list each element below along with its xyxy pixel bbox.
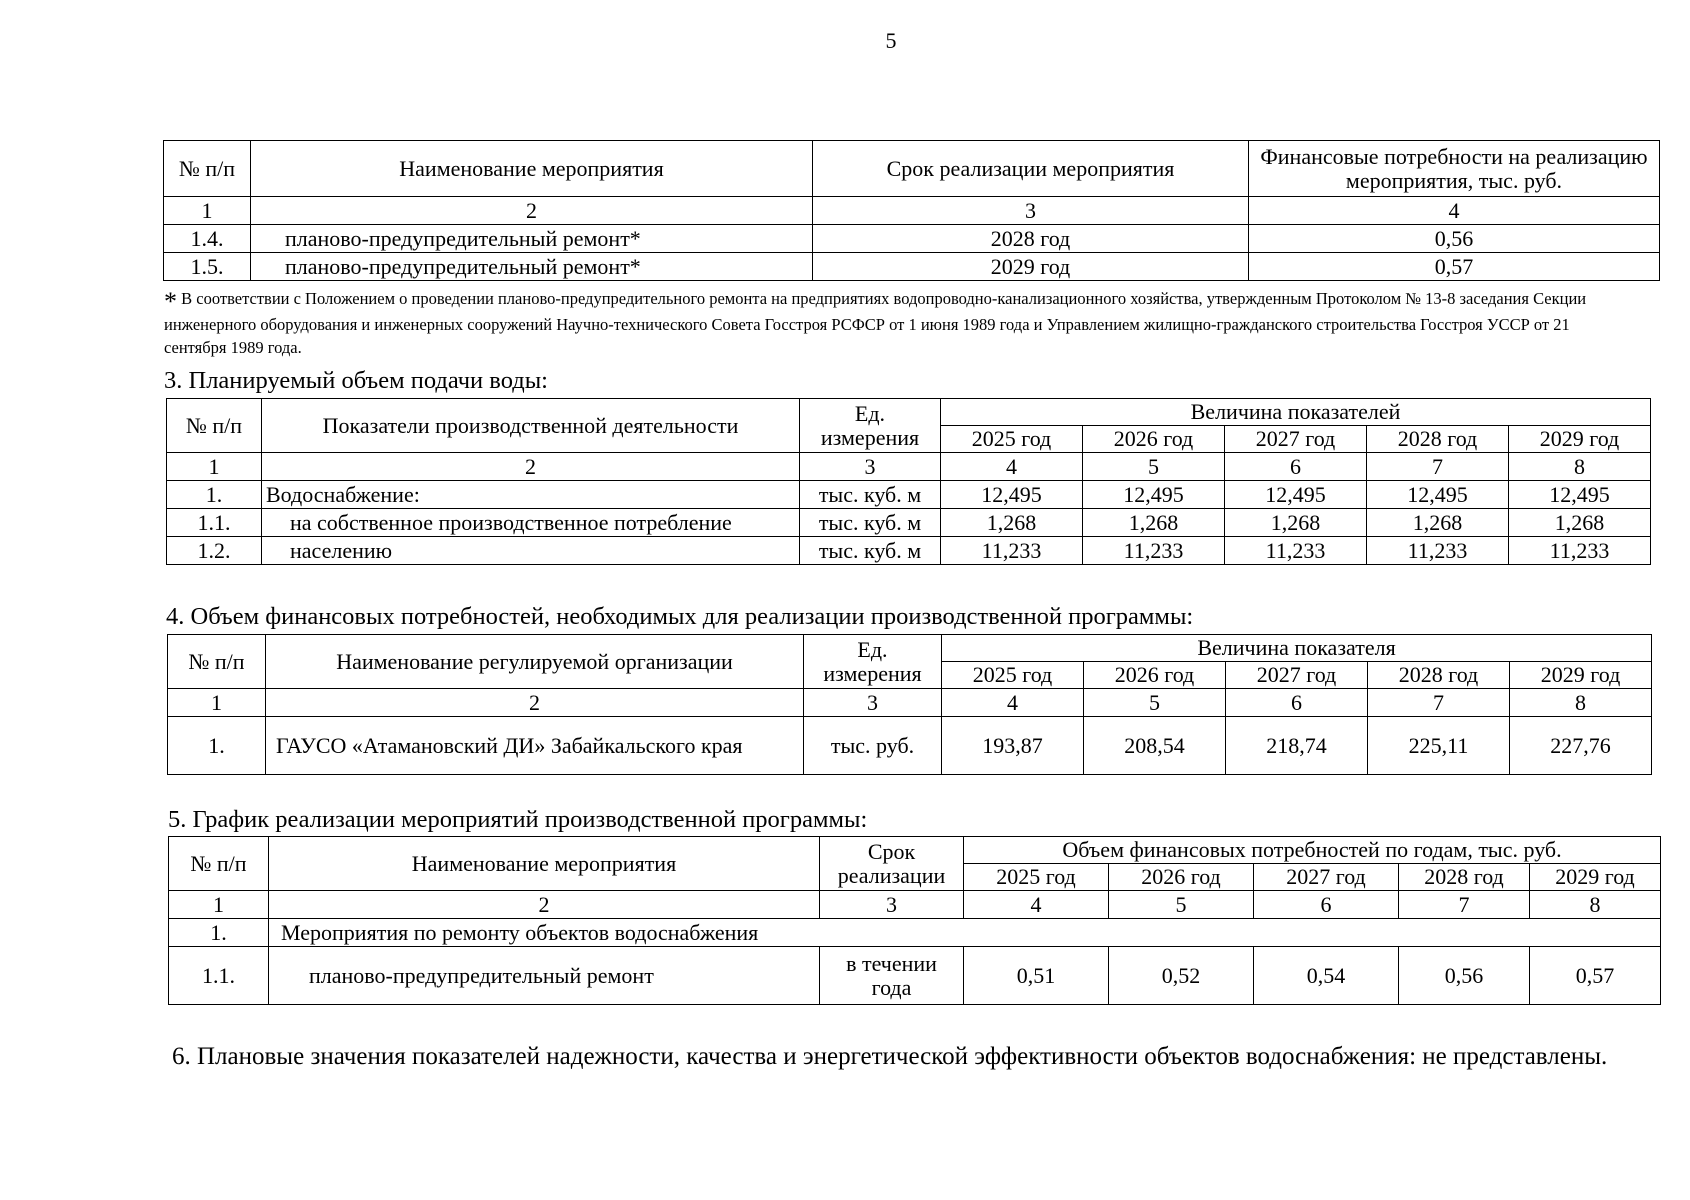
row-value: 227,76: [1510, 717, 1652, 775]
row-name: планово-предупредительный ремонт: [269, 947, 820, 1005]
table-row: [167, 481, 1651, 509]
header-num: № п/п: [164, 141, 251, 197]
table-row: [167, 537, 1651, 565]
page-number: 5: [885, 28, 897, 53]
header-group: Объем финансовых потребностей по годам, тыс. руб.: [964, 837, 1661, 864]
row-num: 1.5.: [164, 253, 251, 281]
header-year: 2026 год: [1084, 662, 1226, 689]
table-row: [164, 225, 1660, 253]
row-value: 12,495: [1509, 481, 1651, 509]
header-year: 2025 год: [964, 864, 1109, 891]
row-value: 11,233: [1083, 537, 1225, 565]
row-value: 12,495: [1083, 481, 1225, 509]
col-number: 1: [168, 689, 266, 717]
header-num: № п/п: [169, 837, 269, 891]
row-name: планово-предупредительный ремонт*: [251, 253, 813, 281]
col-number: 3: [813, 197, 1249, 225]
header-group: Величина показателя: [942, 635, 1652, 662]
row-num: 1.1.: [167, 509, 262, 537]
row-term: в течении года: [820, 947, 964, 1005]
col-number: 6: [1225, 453, 1367, 481]
row-value: 1,268: [1367, 509, 1509, 537]
col-number: 1: [169, 891, 269, 919]
row-num: 1.: [169, 919, 269, 947]
header-year: 2026 год: [1083, 426, 1225, 453]
row-value: 1,268: [1225, 509, 1367, 537]
header-year: 2029 год: [1509, 426, 1651, 453]
col-number: 3: [820, 891, 964, 919]
row-value: 11,233: [1367, 537, 1509, 565]
col-number: 2: [269, 891, 820, 919]
row-unit: тыс. руб.: [804, 717, 942, 775]
row-value: 218,74: [1226, 717, 1368, 775]
header-year: 2029 год: [1530, 864, 1661, 891]
table-financial-needs: [167, 634, 1652, 775]
col-number: 5: [1084, 689, 1226, 717]
row-num: 1.2.: [167, 537, 262, 565]
table-water-supply: [166, 398, 1651, 565]
row-value: 208,54: [1084, 717, 1226, 775]
row-value: 0,52: [1109, 947, 1254, 1005]
header-year: 2028 год: [1368, 662, 1510, 689]
header-year: 2027 год: [1254, 864, 1399, 891]
table-row: [164, 253, 1660, 281]
row-name: Мероприятия по ремонту объектов водоснабжения: [269, 919, 1661, 947]
col-number: 8: [1509, 453, 1651, 481]
row-name: населению: [262, 537, 800, 565]
header-name: Наименование регулируемой организации: [266, 635, 804, 689]
header-group: Величина показателей: [941, 399, 1651, 426]
col-number: 7: [1367, 453, 1509, 481]
col-number: 5: [1083, 453, 1225, 481]
row-value: 11,233: [1509, 537, 1651, 565]
header-name: Наименование мероприятия: [269, 837, 820, 891]
col-number: 2: [251, 197, 813, 225]
row-unit: тыс. куб. м: [800, 481, 941, 509]
row-value: 11,233: [941, 537, 1083, 565]
footnote-text: В соответствии с Положением о проведении планово-предупредительного ремонта на предприятиях водопроводно-канализационного хозяйства, утвержденным Протоколом № 13-8 заседания Секции инженерного оборудования и инженерных сооружений Научно-технического Совета Госстроя РСФСР от 1 июня 1989 года и Управлением жилищно-гражданского строительства Госстроя УССР от 21 сентября 1989 года.: [164, 289, 1587, 357]
row-value: 1,268: [941, 509, 1083, 537]
col-number: 3: [804, 689, 942, 717]
header-year: 2027 год: [1226, 662, 1368, 689]
col-number: 2: [262, 453, 800, 481]
col-number: 7: [1368, 689, 1510, 717]
row-value: 12,495: [1367, 481, 1509, 509]
row-unit: тыс. куб. м: [800, 537, 941, 565]
header-num: № п/п: [168, 635, 266, 689]
row-value: 193,87: [942, 717, 1084, 775]
table-row: [167, 509, 1651, 537]
row-value: 0,57: [1249, 253, 1660, 281]
footnote: [164, 287, 1629, 359]
header-year: 2025 год: [941, 426, 1083, 453]
col-number: 5: [1109, 891, 1254, 919]
col-number: 8: [1530, 891, 1661, 919]
header-num: № п/п: [167, 399, 262, 453]
col-number: 3: [800, 453, 941, 481]
col-number: 1: [164, 197, 251, 225]
row-value: 12,495: [941, 481, 1083, 509]
row-value: 0,51: [964, 947, 1109, 1005]
col-number: 4: [942, 689, 1084, 717]
header-year: 2026 год: [1109, 864, 1254, 891]
section4-title: 4. Объем финансовых потребностей, необходимых для реализации производственной программы:: [166, 603, 1194, 630]
row-value: 0,56: [1249, 225, 1660, 253]
table-group-row: [169, 919, 1661, 947]
header-year: 2028 год: [1367, 426, 1509, 453]
row-value: 1,268: [1509, 509, 1651, 537]
row-num: 1.4.: [164, 225, 251, 253]
col-number: 6: [1226, 689, 1368, 717]
header-year: 2027 год: [1225, 426, 1367, 453]
header-unit: Ед. измерения: [800, 399, 941, 453]
row-name: ГАУСО «Атамановский ДИ» Забайкальского края: [266, 717, 804, 775]
row-value: 0,56: [1399, 947, 1530, 1005]
footnote-star: *: [164, 287, 177, 316]
row-num: 1.: [167, 481, 262, 509]
col-number: 4: [1249, 197, 1660, 225]
header-finance: Финансовые потребности на реализацию мероприятия, тыс. руб.: [1249, 141, 1660, 197]
header-name: Наименование мероприятия: [251, 141, 813, 197]
col-number: 2: [266, 689, 804, 717]
row-num: 1.1.: [169, 947, 269, 1005]
row-value: 1,268: [1083, 509, 1225, 537]
row-value: 225,11: [1368, 717, 1510, 775]
col-number: 8: [1510, 689, 1652, 717]
row-name: Водоснабжение:: [262, 481, 800, 509]
row-term: 2029 год: [813, 253, 1249, 281]
header-year: 2025 год: [942, 662, 1084, 689]
col-number: 6: [1254, 891, 1399, 919]
section3-title: 3. Планируемый объем подачи воды:: [164, 367, 548, 394]
row-term: 2028 год: [813, 225, 1249, 253]
col-number: 4: [941, 453, 1083, 481]
row-unit: тыс. куб. м: [800, 509, 941, 537]
header-term: Срок реализации: [820, 837, 964, 891]
header-unit: Ед. измерения: [804, 635, 942, 689]
table-schedule: [168, 836, 1661, 1005]
row-num: 1.: [168, 717, 266, 775]
col-number: 1: [167, 453, 262, 481]
table-row: [168, 717, 1652, 775]
section5-title: 5. График реализации мероприятий производственной программы:: [168, 806, 868, 833]
table-activities-continued: [163, 140, 1660, 281]
section6-text: 6. Плановые значения показателей надежности, качества и энергетической эффективности объектов водоснабжения: не представлены.: [172, 1043, 1608, 1070]
col-number: 7: [1399, 891, 1530, 919]
row-value: 0,54: [1254, 947, 1399, 1005]
row-value: 0,57: [1530, 947, 1661, 1005]
header-name: Показатели производственной деятельности: [262, 399, 800, 453]
row-name: планово-предупредительный ремонт*: [251, 225, 813, 253]
table-row: [169, 947, 1661, 1005]
row-name: на собственное производственное потребление: [262, 509, 800, 537]
header-year: 2028 год: [1399, 864, 1530, 891]
header-year: 2029 год: [1510, 662, 1652, 689]
row-value: 11,233: [1225, 537, 1367, 565]
row-value: 12,495: [1225, 481, 1367, 509]
header-term: Срок реализации мероприятия: [813, 141, 1249, 197]
col-number: 4: [964, 891, 1109, 919]
